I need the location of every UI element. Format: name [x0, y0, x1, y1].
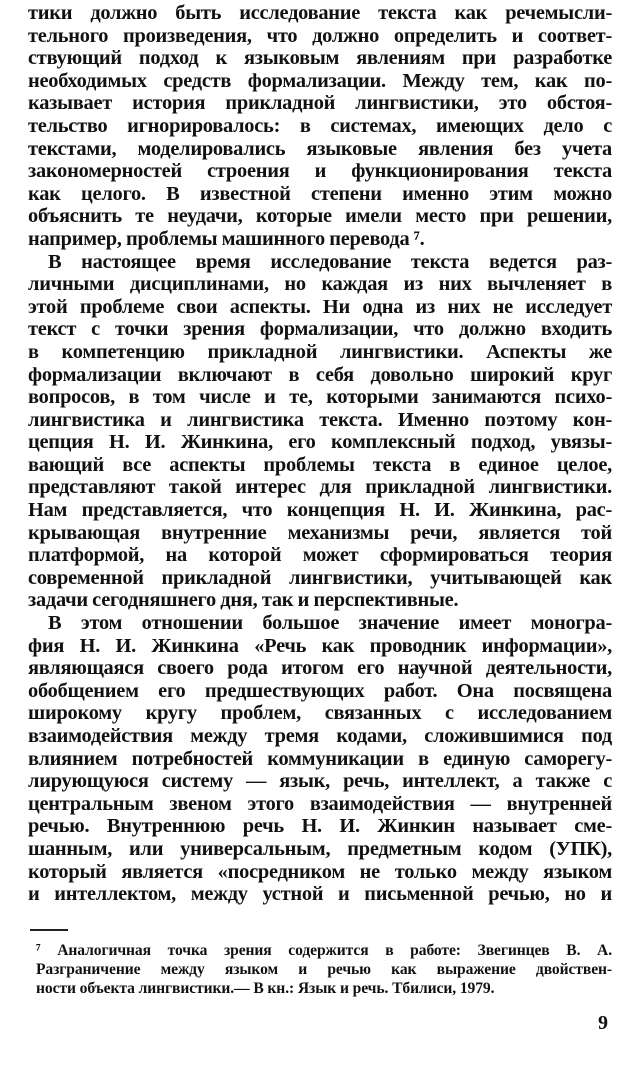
text-line: необходимых средств формализации. Между тем, как по-: [28, 69, 612, 92]
footnote-line: Разграничение между языком и речью как выражение двойствен-: [36, 961, 612, 978]
footnote: [36, 941, 612, 998]
footnote-divider: [30, 929, 68, 931]
text-line: вающий все аспекты проблемы текста в единое целое,: [28, 453, 612, 476]
text-line: тики должно быть исследование текста как речемысли-: [28, 2, 612, 24]
text-line: крывающая внутренние механизмы речи, является той: [28, 521, 612, 544]
footnote-line: ⁷ Аналогичная точка зрения содержится в работе: Звегинцев В. А.: [36, 942, 612, 959]
text-line: лингвистика и лингвистика текста. Именно поэтому кон-: [28, 408, 612, 431]
text-line: влиянием потребностей коммуникации в единую саморегу-: [28, 747, 612, 770]
text-line: В настоящее время исследование текста ведется раз-: [48, 250, 612, 273]
text-line: Нам представляется, что концепция Н. И. Жинкина, рас-: [28, 499, 612, 522]
text-line: шанным, или универсальным, предметным кодом (УПК),: [28, 837, 612, 860]
text-line: вопросов, в том числе и те, которыми занимаются психо-: [28, 386, 612, 409]
text-line: лирующуюся систему — язык, речь, интеллект, а также с: [28, 770, 612, 793]
text-line: закономерностей строения и функционирования текста: [28, 160, 612, 183]
text-line: В этом отношении большое значение имеет моногра-: [48, 612, 612, 635]
text-line: который является «посредником не только между языком: [28, 860, 612, 883]
text-line: тельного произведения, что должно определить и соответ-: [28, 24, 612, 47]
text-line: цепция Н. И. Жинкина, его комплексный подход, увязы-: [28, 431, 612, 454]
text-line: фия Н. И. Жинкина «Речь как проводник информации»,: [28, 634, 612, 657]
text-line: личными дисциплинами, но каждая из них вычленяет в: [28, 273, 612, 296]
text-line: обобщением его предшествующих работ. Она посвящена: [28, 679, 612, 702]
text-line: являющаяся своего рода итогом его научной деятельности,: [28, 657, 612, 680]
text-line: современной прикладной лингвистики, учитывающей как: [28, 566, 612, 589]
text-line: и интеллектом, между устной и письменной речью, но и: [28, 883, 612, 906]
text-line: платформой, на которой может сформироваться теория: [28, 544, 612, 567]
main-text: [28, 2, 612, 906]
text-line: например, проблемы машинного перевода ⁷.: [28, 227, 425, 250]
text-line: как целого. В известной степени именно этим можно: [28, 182, 612, 205]
text-line: объяснить те неудачи, которые имели место при решении,: [28, 205, 612, 228]
text-line: центральным звеном этого взаимодействия — внутренней: [28, 792, 612, 815]
text-line: тельство игнорировалось: в системах, имеющих дело с: [28, 114, 612, 137]
text-line: формализации включают в себя довольно широкий круг: [28, 363, 612, 386]
text-line: представляют такой интерес для прикладной лингвистики.: [28, 476, 612, 499]
text-line: в компетенцию прикладной лингвистики. Аспекты же: [28, 340, 612, 363]
text-line: этой проблеме свои аспекты. Ни одна из них не исследует: [28, 295, 612, 318]
text-line: казывает история прикладной лингвистики, это обстоя-: [28, 92, 612, 115]
text-line: широкому кругу проблем, связанных с исследованием: [28, 702, 612, 725]
text-line: ствующий подход к языковым явлениям при разработке: [28, 47, 612, 70]
text-line: речью. Внутреннюю речь Н. И. Жинкин называет сме-: [28, 815, 612, 838]
text-line: взаимодействия между тремя кодами, сложившимися под: [28, 725, 612, 747]
page-number: 9: [598, 1012, 608, 1034]
text-line: текст с точки зрения формализации, что должно входить: [28, 318, 612, 341]
text-line: текстами, моделировались языковые явления без учета: [28, 137, 612, 160]
text-line: задачи сегодняшнего дня, так и перспективные.: [28, 589, 459, 612]
footnote-line: ности объекта лингвистики.— В кн.: Язык и речь. Тбилиси, 1979.: [36, 980, 495, 997]
